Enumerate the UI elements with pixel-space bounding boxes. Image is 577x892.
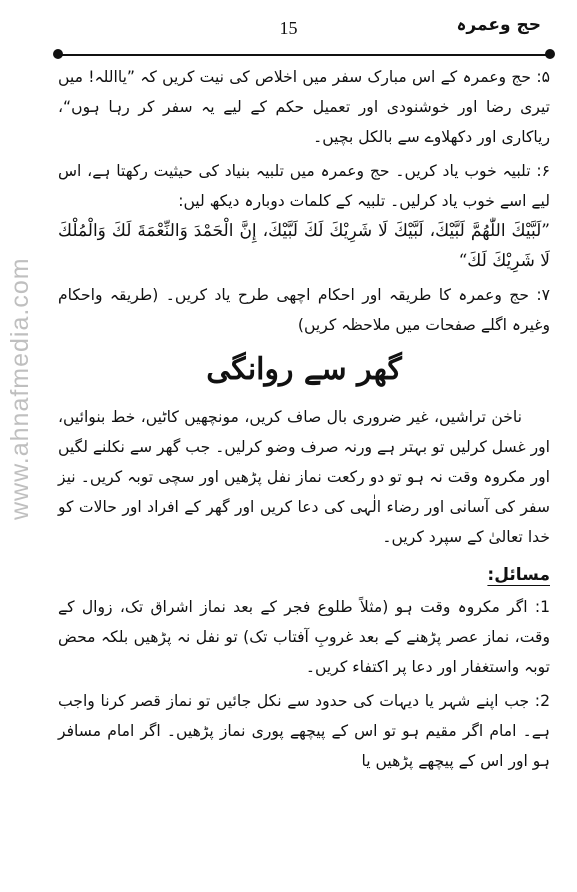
paragraph-item-5: ۵: حج وعمرہ کے اس مبارک سفر میں اخلاص کی نیت کریں کہ ”یااللہ! میں تیری رضا اور خوشنودی اور تعمیل حکم کے لیے یہ سفر کر رہا ہوں“، ریاکاری اور دکھلاوے سے بالکل بچیں۔ xyxy=(58,68,550,146)
rule-right-dot xyxy=(545,49,555,59)
paragraph-item-7: ۷: حج وعمرہ کا طریقہ اور احکام اچھی طرح یاد کریں۔ (طریقہ واحکام وغیرہ اگلے صفحات میں ملاحظہ کریں) xyxy=(58,286,550,334)
section-heading: گھر سے روانگی xyxy=(206,352,402,387)
running-header-title: حج وعمرہ xyxy=(456,15,541,35)
masala-2: 2: جب اپنے شہر یا دیہات کی حدود سے نکل جائیں تو نماز قصر کرنا واجب ہے۔ امام اگر مقیم ہو تو اس کے پیچھے پوری نماز پڑھیں۔ اگر امام مسافر ہو اور اس کے پیچھے پڑھیں یا xyxy=(58,692,550,770)
masala-1: 1: اگر مکروہ وقت ہو (مثلاً طلوع فجر کے بعد نماز اشراق تک، زوال کے وقت، نماز عصر پڑھنے کے بعد غروبِ آفتاب تک) تو نفل نہ پڑھیں بلکہ محض توبہ واستغفار اور دعا پر اکتفاء کریں۔ xyxy=(58,598,550,676)
paragraph-item-6: ۶: تلبیہ خوب یاد کریں۔ حج وعمرہ میں تلبیہ بنیاد کی حیثیت رکھتا ہے، اس لیے اسے خوب یاد کرلیں۔ تلبیہ کے کلمات دوبارہ دیکھ لیں: xyxy=(58,162,550,210)
paragraph-departure: ناخن تراشیں، غیر ضروری بال صاف کریں، مونچھیں کاٹیں، خط بنوائیں، اور غسل کرلیں تو بہتر ہے ورنہ صرف وضو کرلیں۔ جب گھر سے نکلنے لگیں اور مکروہ وقت نہ ہو تو دو رکعت نماز نفل پڑھیں اور سچی توبہ کریں۔ نیز سفر کی آسانی اور رضاء الٰہی کی دعا کریں اور گھر کے افراد اور حالات کو خدا تعالیٰ کے سپرد کریں۔ xyxy=(58,408,550,546)
page-body xyxy=(58,62,550,776)
masail-heading: مسائل: xyxy=(487,565,550,585)
rule-left-dot xyxy=(53,49,63,59)
talbiyah-text: ”لَبَّیْكَ اللّٰھُمَّ لَبَّیْكَ، لَبَّیْكَ لَا شَرِیْكَ لَكَ لَبَّیْكَ، إِنَّ الْحَمْدَ وَالنِّعْمَةَ لَكَ وَالْمُلْكَ لَا شَرِیْكَ لَكَ“ xyxy=(58,221,550,271)
header-rule xyxy=(58,54,550,56)
watermark-text: www.ahnafmedia.com xyxy=(6,257,34,520)
page-number: 15 xyxy=(279,18,298,38)
